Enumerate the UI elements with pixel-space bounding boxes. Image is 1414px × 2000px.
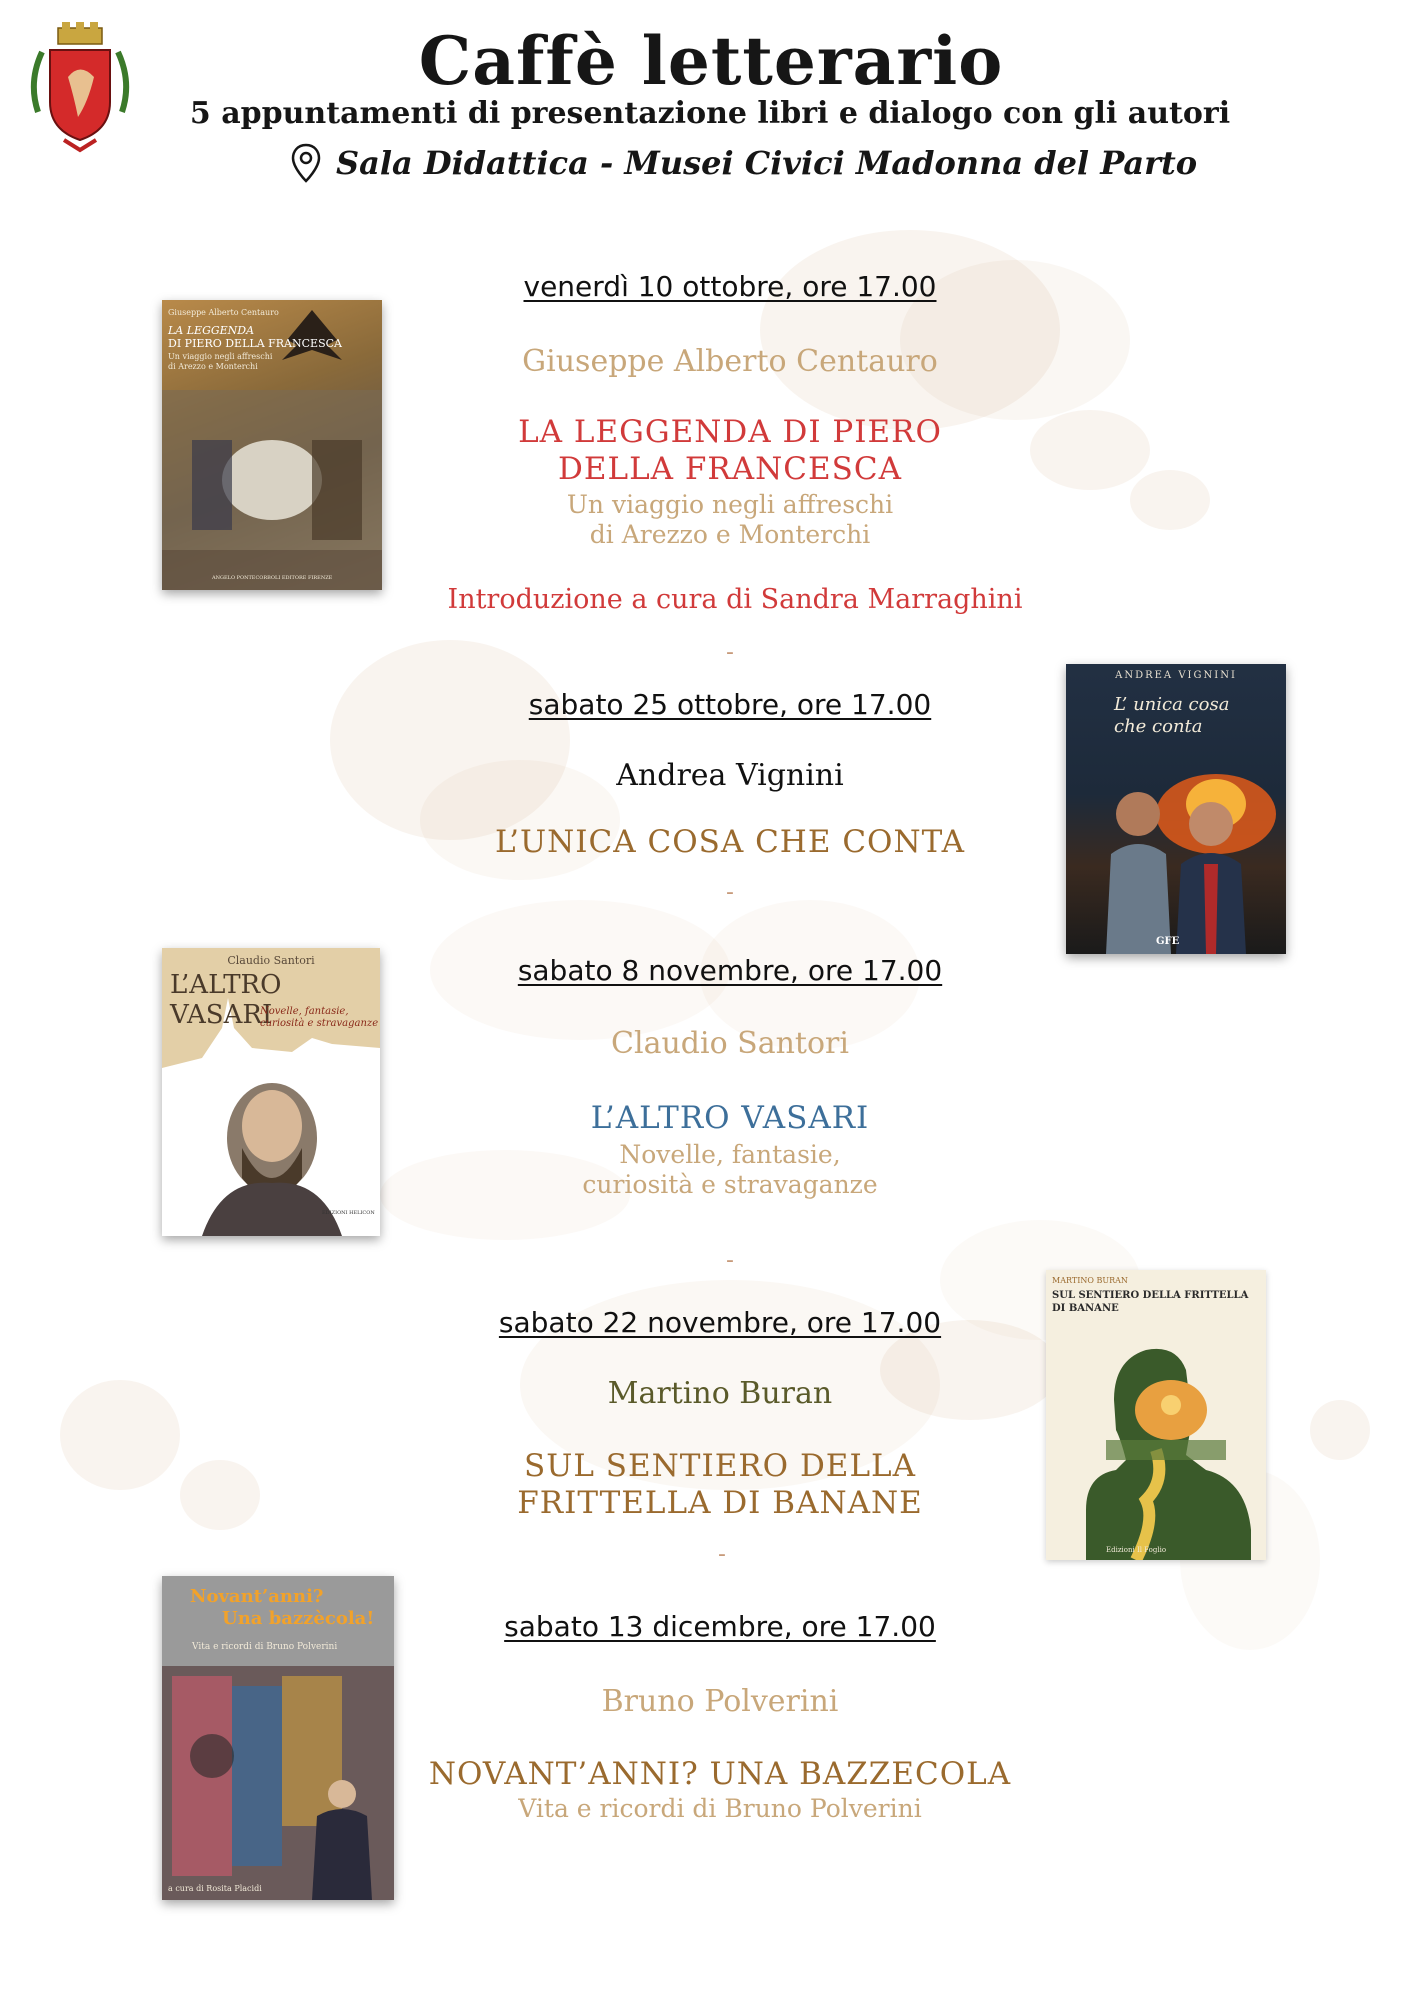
event-5-title: NOVANT’ANNI? UNA BAZZECOLA <box>428 1756 1012 1792</box>
event-2-title: L’UNICA COSA CHE CONTA <box>495 824 965 860</box>
event-5-subtitle: Vita e ricordi di Bruno Polverini <box>518 1794 922 1823</box>
separator-3: - <box>726 1248 734 1273</box>
map-pin-icon <box>290 143 322 183</box>
event-3-sub-line1: Novelle, fantasie, <box>619 1140 841 1169</box>
event-3-subtitle <box>440 1140 1020 1200</box>
book-cover-4: MARTINO BURAN SUL SENTIERO DELLA FRITTELLA DI BANANE Edizioni Il Foglio <box>1046 1270 1266 1560</box>
page-subtitle: 5 appuntamenti di presentazione libri e dialogo con gli autori <box>189 96 1231 131</box>
event-4-title-line2: FRITTELLA DI BANANE <box>517 1485 923 1521</box>
event-1-subtitle <box>420 490 1040 550</box>
event-3-title: L’ALTRO VASARI <box>590 1100 870 1136</box>
event-2-author: Andrea Vignini <box>616 758 844 793</box>
event-3-author: Claudio Santori <box>611 1026 849 1061</box>
event-1-title-line2: DELLA FRANCESCA <box>558 451 902 487</box>
event-1-author: Giuseppe Alberto Centauro <box>522 344 938 379</box>
book-cover-3: Claudio Santori L’ALTRO VASARI Novelle, fantasie, curiosità e stravaganze EDIZIONI HELICON <box>162 948 380 1236</box>
event-4-title-line1: SUL SENTIERO DELLA <box>524 1448 916 1484</box>
book-cover-5: Novant’anni? Una bazzècola! Vita e ricordi di Bruno Polverini a cura di Rosita Placidi <box>162 1576 394 1900</box>
event-5-author: Bruno Polverini <box>601 1684 839 1719</box>
separator-1: - <box>726 640 734 665</box>
event-3-date: sabato 8 novembre, ore 17.00 <box>517 954 943 987</box>
event-4-title <box>420 1448 1020 1522</box>
event-3-sub-line2: curiosità e stravaganze <box>582 1170 878 1199</box>
location <box>290 143 1197 183</box>
event-1-intro: Introduzione a cura di Sandra Marraghini <box>447 584 1023 615</box>
separator-2: - <box>726 880 734 905</box>
book-cover-2: ANDREA VIGNINI L’ unica cosa che conta GFE <box>1066 664 1286 954</box>
book-cover-1: Giuseppe Alberto Centauro LA LEGGENDA DI PIERO DELLA FRANCESCA Un viaggio negli affreschi di Arezzo e Monterchi ANGELO PONTECORBOLI EDITORE FIRENZE <box>162 300 382 590</box>
page-title: Caffè letterario <box>418 22 1004 100</box>
event-2-date: sabato 25 ottobre, ore 17.00 <box>528 688 932 721</box>
event-4-author: Martino Buran <box>607 1376 833 1411</box>
event-1-title <box>420 414 1040 488</box>
event-4-date: sabato 22 novembre, ore 17.00 <box>498 1306 942 1339</box>
event-1-date: venerdì 10 ottobre, ore 17.00 <box>523 270 937 303</box>
separator-4: - <box>718 1542 726 1567</box>
location-text: Sala Didattica - Musei Civici Madonna del Parto <box>336 144 1198 182</box>
event-1-sub-line1: Un viaggio negli affreschi <box>566 490 894 519</box>
event-1-sub-line2: di Arezzo e Monterchi <box>589 520 871 549</box>
event-5-date: sabato 13 dicembre, ore 17.00 <box>504 1610 936 1643</box>
event-1-title-line1: LA LEGGENDA DI PIERO <box>518 414 942 450</box>
